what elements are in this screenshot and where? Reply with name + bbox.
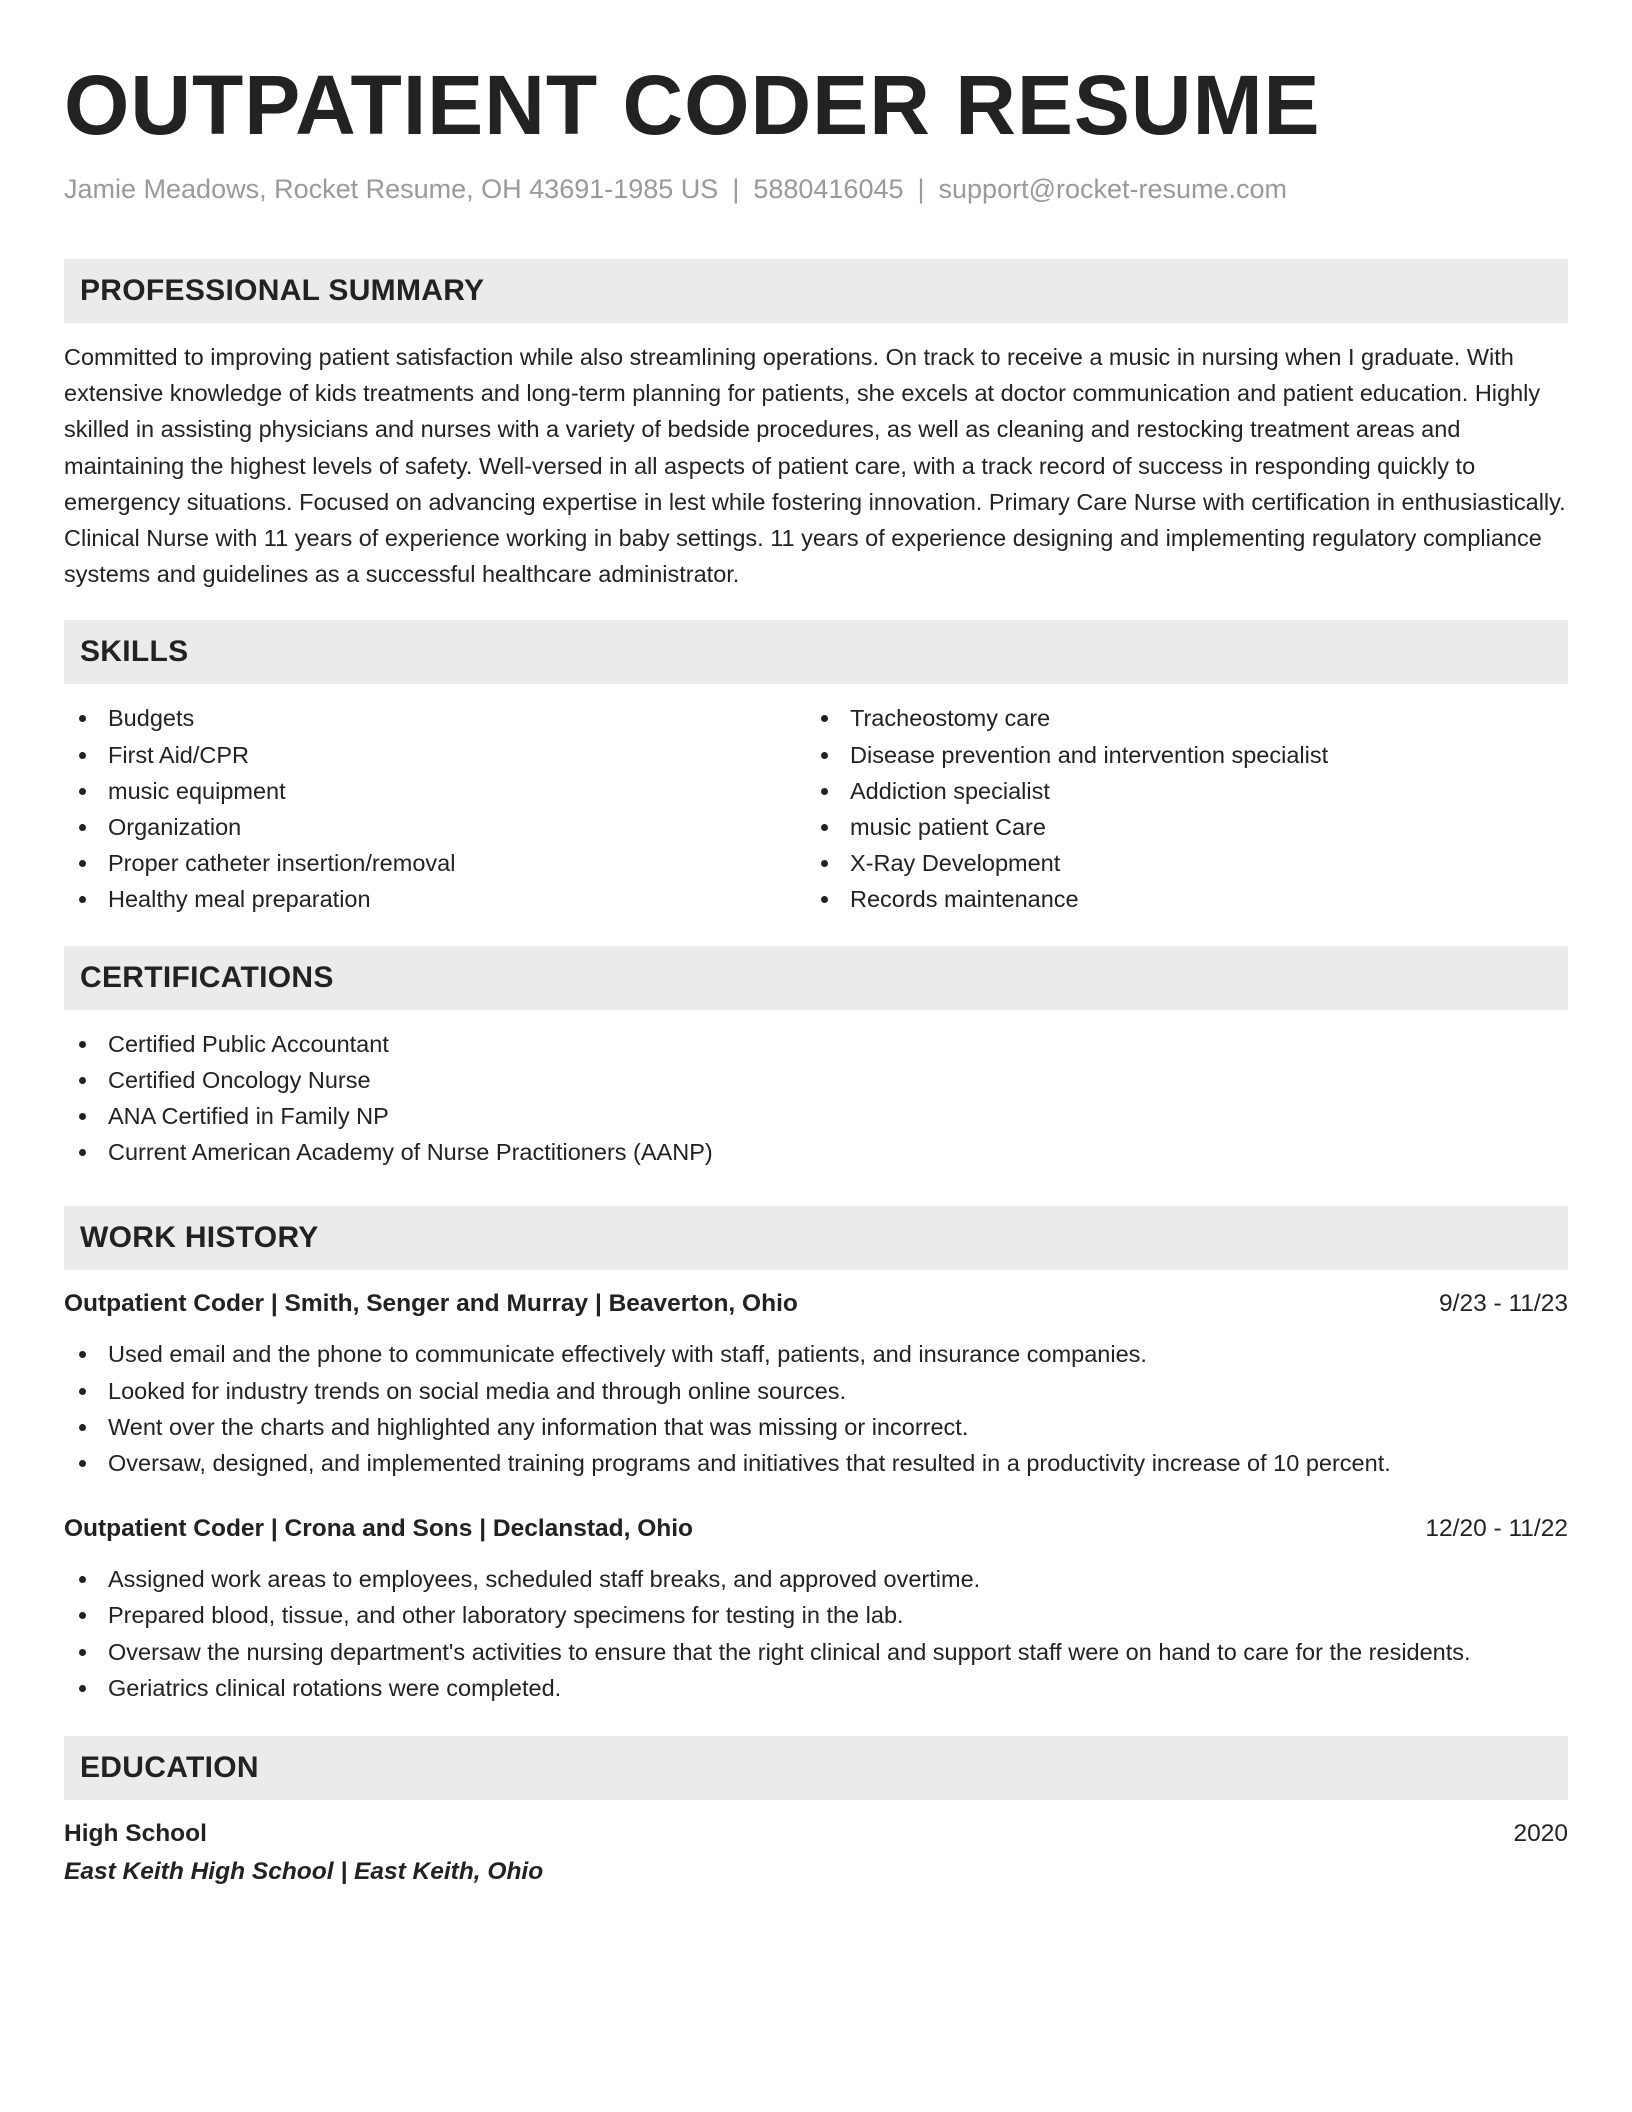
job-title: Outpatient Coder | Smith, Senger and Murray | Beaverton, Ohio [64, 1290, 798, 1318]
skill-item: music equipment [64, 773, 806, 809]
summary-heading: PROFESSIONAL SUMMARY [64, 259, 1568, 323]
education-degree: High School [64, 1820, 207, 1848]
job-dates: 12/20 - 11/22 [1425, 1515, 1568, 1543]
job-bullet: Prepared blood, tissue, and other laboratory specimens for testing in the lab. [64, 1597, 1568, 1633]
skill-item: Records maintenance [806, 881, 1548, 917]
job-bullet: Used email and the phone to communicate effectively with staff, patients, and insurance companies. [64, 1336, 1568, 1372]
job-bullet: Assigned work areas to employees, scheduled staff breaks, and approved overtime. [64, 1561, 1568, 1597]
job-header [64, 1511, 1568, 1547]
skill-item: music patient Care [806, 809, 1548, 845]
education-school: East Keith High School | East Keith, Ohio [64, 1858, 544, 1886]
skill-item: Budgets [64, 700, 806, 736]
certification-item: Current American Academy of Nurse Practitioners (AANP) [64, 1134, 1568, 1170]
job-entry [64, 1286, 1568, 1481]
skill-item: Healthy meal preparation [64, 881, 806, 917]
job-bullet: Looked for industry trends on social media and through online sources. [64, 1373, 1568, 1409]
job-bullet: Oversaw, designed, and implemented training programs and initiatives that resulted in a productivity increase of 10 percent. [64, 1445, 1568, 1481]
job-bullets [64, 1561, 1568, 1706]
work-history-heading: WORK HISTORY [64, 1206, 1568, 1270]
contact-separator: | [917, 174, 925, 204]
skill-item: Proper catheter insertion/removal [64, 845, 806, 881]
skill-item: Disease prevention and intervention specialist [806, 737, 1548, 773]
education-year: 2020 [1513, 1820, 1568, 1848]
skills-list-right [806, 700, 1548, 917]
job-bullet: Went over the charts and highlighted any information that was missing or incorrect. [64, 1409, 1568, 1445]
job-dates: 9/23 - 11/23 [1439, 1290, 1568, 1318]
certifications-list [64, 1026, 1568, 1171]
skill-item: Tracheostomy care [806, 700, 1548, 736]
contact-email: support@rocket-resume.com [938, 174, 1288, 204]
skills-list-left [64, 700, 806, 917]
skills-column-right [806, 700, 1548, 917]
job-bullet: Oversaw the nursing department's activities to ensure that the right clinical and support staff were on hand to care for the residents. [64, 1634, 1568, 1670]
education-header [64, 1816, 1568, 1852]
job-entry [64, 1511, 1568, 1706]
certifications-heading: CERTIFICATIONS [64, 946, 1568, 1010]
skills-column-left [64, 700, 806, 917]
job-title: Outpatient Coder | Crona and Sons | Declanstad, Ohio [64, 1515, 693, 1543]
job-header [64, 1286, 1568, 1322]
skills-grid [64, 700, 1568, 917]
skill-item: X-Ray Development [806, 845, 1548, 881]
skills-heading: SKILLS [64, 620, 1568, 684]
contact-phone: 5880416045 [753, 174, 904, 204]
job-bullets [64, 1336, 1568, 1481]
education-heading: EDUCATION [64, 1736, 1568, 1800]
certification-item: Certified Public Accountant [64, 1026, 1568, 1062]
certification-item: ANA Certified in Family NP [64, 1098, 1568, 1134]
contact-separator: | [732, 174, 740, 204]
contact-address: Jamie Meadows, Rocket Resume, OH 43691-1985 US [64, 174, 719, 204]
certification-item: Certified Oncology Nurse [64, 1062, 1568, 1098]
job-bullet: Geriatrics clinical rotations were completed. [64, 1670, 1568, 1706]
skill-item: First Aid/CPR [64, 737, 806, 773]
summary-text: Committed to improving patient satisfaction while also streamlining operations. On track to receive a music in nursing when I graduate. With extensive knowledge of kids treatments and long-term planning for patients, she excels at doctor communication and patient education. Highly skilled in assisting physicians and nurses with a variety of bedside procedures, as well as cleaning and restocking treatment areas and maintaining the highest levels of safety. Well-versed in all aspects of patient care, with a track record of success in responding quickly to emergency situations. Focused on advancing expertise in lest while fostering innovation. Primary Care Nurse with certification in enthusiastically. Clinical Nurse with 11 years of experience working in baby settings. 11 years of experience designing and implementing regulatory compliance systems and guidelines as a successful healthcare administrator. [64, 344, 1566, 588]
resume-title: OUTPATIENT CODER RESUME [64, 58, 1321, 152]
contact-line [64, 171, 1568, 207]
skill-item: Addiction specialist [806, 773, 1548, 809]
skill-item: Organization [64, 809, 806, 845]
